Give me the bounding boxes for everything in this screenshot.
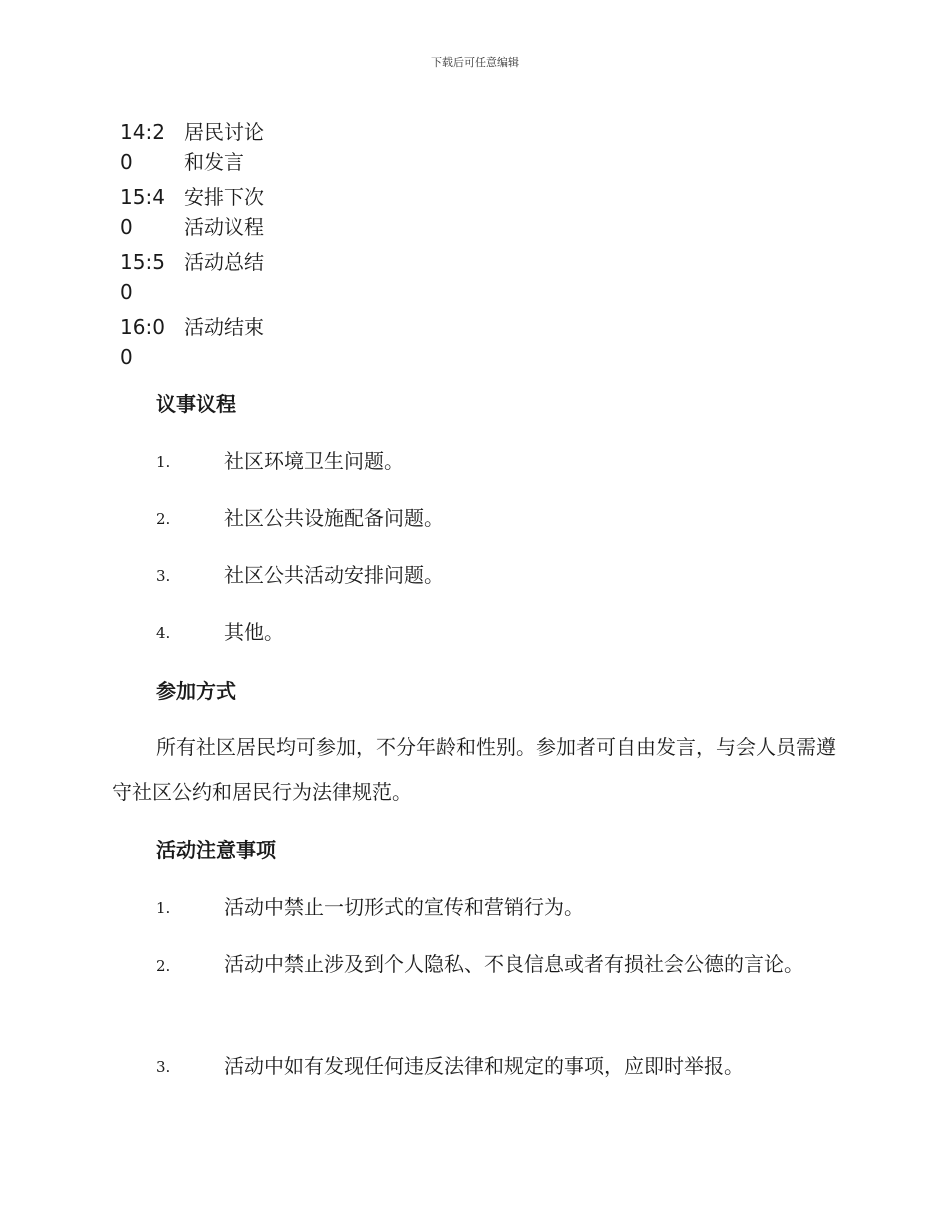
participation-heading: 参加方式 (156, 679, 236, 703)
agenda-item: 社区环境卫生问题。 (224, 449, 404, 473)
schedule-row (120, 117, 274, 177)
schedule-activity: 居民讨论和发言 (184, 120, 264, 174)
schedule-row (120, 312, 274, 372)
notes-heading: 活动注意事项 (156, 838, 276, 862)
schedule-activity: 活动总结 (184, 250, 264, 274)
page-header: 下载后可任意编辑 (431, 56, 519, 69)
note-item: 活动中禁止一切形式的宣传和营销行为。 (224, 895, 584, 919)
agenda-number: 4. (156, 624, 171, 642)
schedule-row (120, 182, 274, 242)
agenda-item: 社区公共设施配备问题。 (224, 506, 444, 530)
schedule-activity: 安排下次活动议程 (184, 185, 264, 239)
schedule-row (120, 247, 274, 307)
note-item-wrapped (112, 942, 812, 989)
note-number: 1. (156, 899, 171, 917)
agenda-number: 2. (156, 510, 171, 528)
note-item: 活动中禁止涉及到个人隐私、不良信息或者有损社会公德的言论。 (224, 952, 804, 976)
agenda-item: 其他。 (224, 620, 284, 644)
note-item: 活动中如有发现任何违反法律和规定的事项，应即时举报。 (224, 1054, 744, 1078)
participation-text: 所有社区居民均可参加，不分年龄和性别。参加者可自由发言，与会人员需遵守社区公约和居民行为法律规范。 (112, 735, 836, 804)
note-number: 2. (156, 957, 171, 975)
schedule-time: 15:50 (120, 250, 165, 304)
agenda-heading: 议事议程 (156, 392, 236, 416)
schedule-table (120, 117, 274, 377)
schedule-time: 15:40 (120, 185, 165, 239)
agenda-item: 社区公共活动安排问题。 (224, 563, 444, 587)
note-number: 3. (156, 1058, 171, 1076)
schedule-activity: 活动结束 (184, 315, 264, 339)
schedule-time: 14:20 (120, 120, 165, 174)
schedule-time: 16:00 (120, 315, 165, 369)
agenda-number: 1. (156, 453, 171, 471)
agenda-number: 3. (156, 567, 171, 585)
